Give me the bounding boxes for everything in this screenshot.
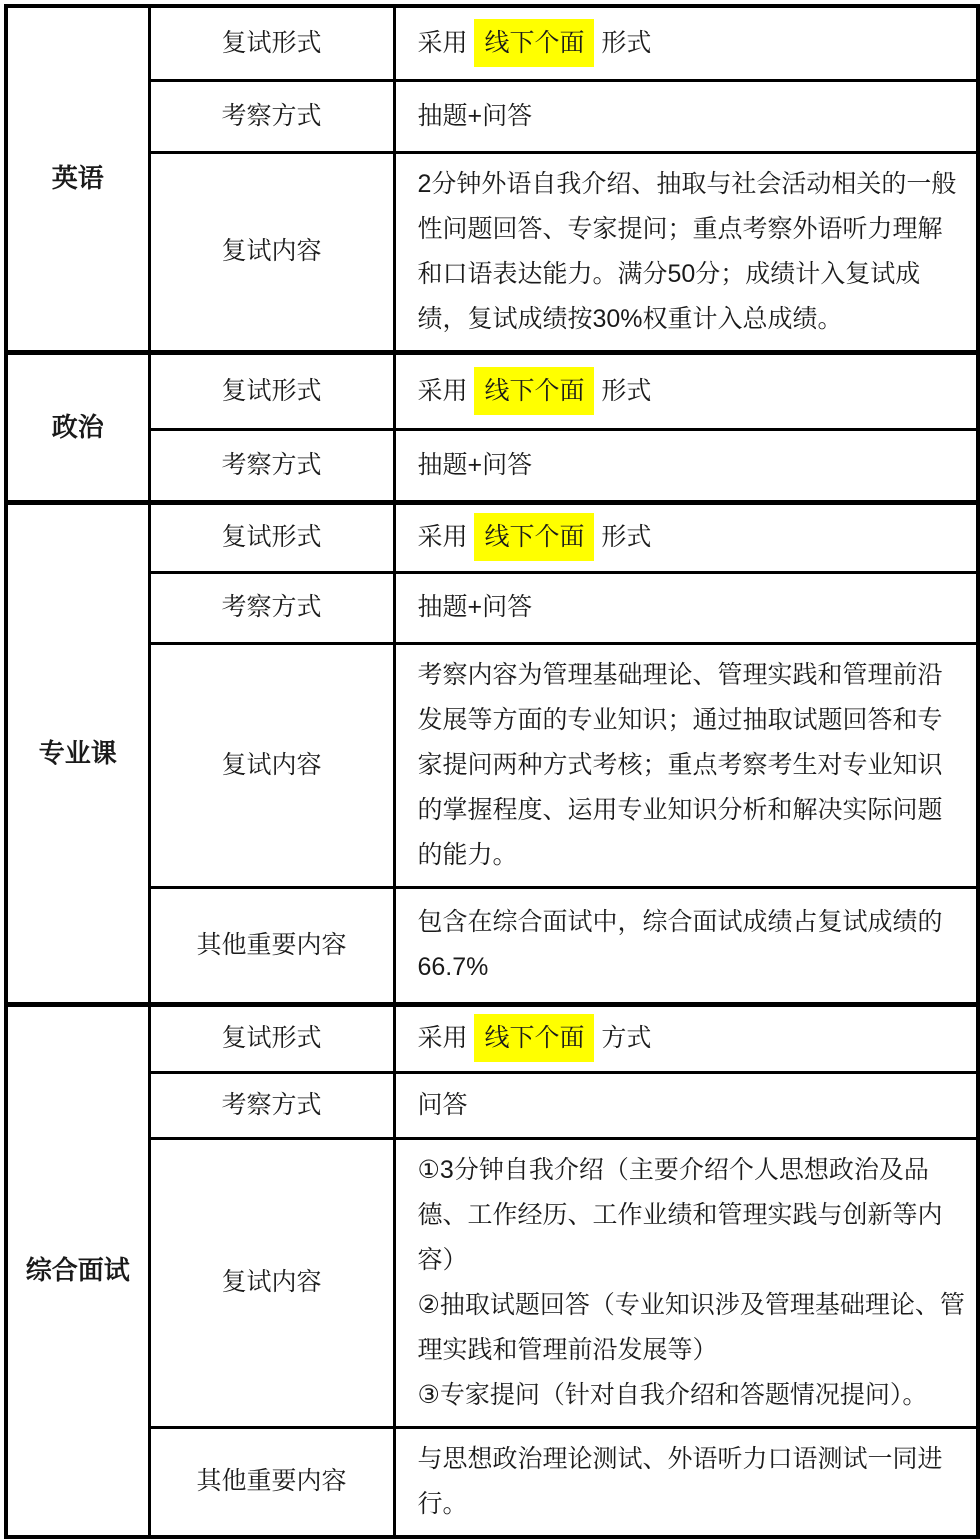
table-row — [6, 352, 978, 429]
table-row — [6, 1072, 978, 1138]
content-line-3: ③专家提问（针对自我介绍和答题情况提问）。 — [417, 1380, 928, 1409]
table-row — [6, 1004, 978, 1072]
content-suffix: 形式 — [594, 523, 652, 551]
content-suffix: 方式 — [594, 1024, 652, 1052]
row-content-major-content: 考察内容为管理基础理论、管理实践和管理前沿发展等方面的专业知识；通过抽取试题回答和专家提问两种方式考核；重点考察考生对专业知识的掌握程度、运用专业知识分析和解决实际问题的能力。 — [394, 643, 978, 887]
row-label-major-content: 复试内容 — [149, 643, 394, 887]
row-content-politics-form — [394, 352, 978, 429]
row-content-interview-other: 与思想政治理论测试、外语听力口语测试一同进行。 — [394, 1427, 978, 1537]
content-line-1: ①3分钟自我介绍（主要介绍个人思想政治及品德、工作经历、工作业绩和管理实践与创新等内容） — [417, 1155, 943, 1274]
table-row — [6, 80, 978, 152]
row-label-interview-other: 其他重要内容 — [149, 1427, 394, 1537]
row-content-interview-method: 问答 — [394, 1072, 978, 1138]
row-content-interview-content — [394, 1138, 978, 1427]
row-content-interview-form — [394, 1004, 978, 1072]
content-prefix: 采用 — [417, 1024, 475, 1052]
row-label-english-method: 考察方式 — [149, 80, 394, 152]
table-row — [6, 1138, 978, 1427]
row-label-major-method: 考察方式 — [149, 572, 394, 643]
subject-cell-major-course: 专业课 — [6, 502, 149, 1004]
table-row — [6, 887, 978, 1004]
highlighted-text: 线下个面 — [474, 19, 594, 67]
row-label-politics-method: 考察方式 — [149, 429, 394, 502]
row-content-major-other: 包含在综合面试中，综合面试成绩占复试成绩的66.7% — [394, 887, 978, 1004]
row-label-major-other: 其他重要内容 — [149, 887, 394, 1004]
table-row — [6, 429, 978, 502]
row-label-interview-content: 复试内容 — [149, 1138, 394, 1427]
highlighted-text: 线下个面 — [474, 367, 594, 415]
row-content-english-form — [394, 6, 978, 80]
row-label-english-content: 复试内容 — [149, 152, 394, 352]
table-row — [6, 572, 978, 643]
content-suffix: 形式 — [594, 28, 652, 57]
highlighted-text: 线下个面 — [474, 513, 594, 561]
row-content-english-method: 抽题+问答 — [394, 80, 978, 152]
table-row — [6, 502, 978, 572]
content-suffix: 形式 — [594, 376, 652, 405]
table-row — [6, 152, 978, 352]
row-content-english-content: 2分钟外语自我介绍、抽取与社会活动相关的一般性问题回答、专家提问；重点考察外语听力理解和口语表达能力。满分50分；成绩计入复试成绩，复试成绩按30%权重计入总成绩。 — [394, 152, 978, 352]
subject-cell-english: 英语 — [6, 6, 149, 352]
row-content-major-method: 抽题+问答 — [394, 572, 978, 643]
content-prefix: 采用 — [417, 376, 475, 405]
row-content-politics-method: 抽题+问答 — [394, 429, 978, 502]
table-row — [6, 1427, 978, 1537]
row-label-english-form: 复试形式 — [149, 6, 394, 80]
row-label-interview-form: 复试形式 — [149, 1004, 394, 1072]
content-prefix: 采用 — [417, 28, 475, 57]
row-content-major-form — [394, 502, 978, 572]
highlighted-text: 线下个面 — [474, 1014, 594, 1062]
row-label-politics-form: 复试形式 — [149, 352, 394, 429]
table-row — [6, 643, 978, 887]
row-label-interview-method: 考察方式 — [149, 1072, 394, 1138]
row-label-major-form: 复试形式 — [149, 502, 394, 572]
admission-review-table — [4, 4, 980, 1539]
content-prefix: 采用 — [417, 523, 475, 551]
content-line-2: ②抽取试题回答（专业知识涉及管理基础理论、管理实践和管理前沿发展等） — [417, 1290, 965, 1364]
table-row — [6, 6, 978, 80]
subject-cell-politics: 政治 — [6, 352, 149, 502]
subject-cell-comprehensive-interview: 综合面试 — [6, 1004, 149, 1537]
